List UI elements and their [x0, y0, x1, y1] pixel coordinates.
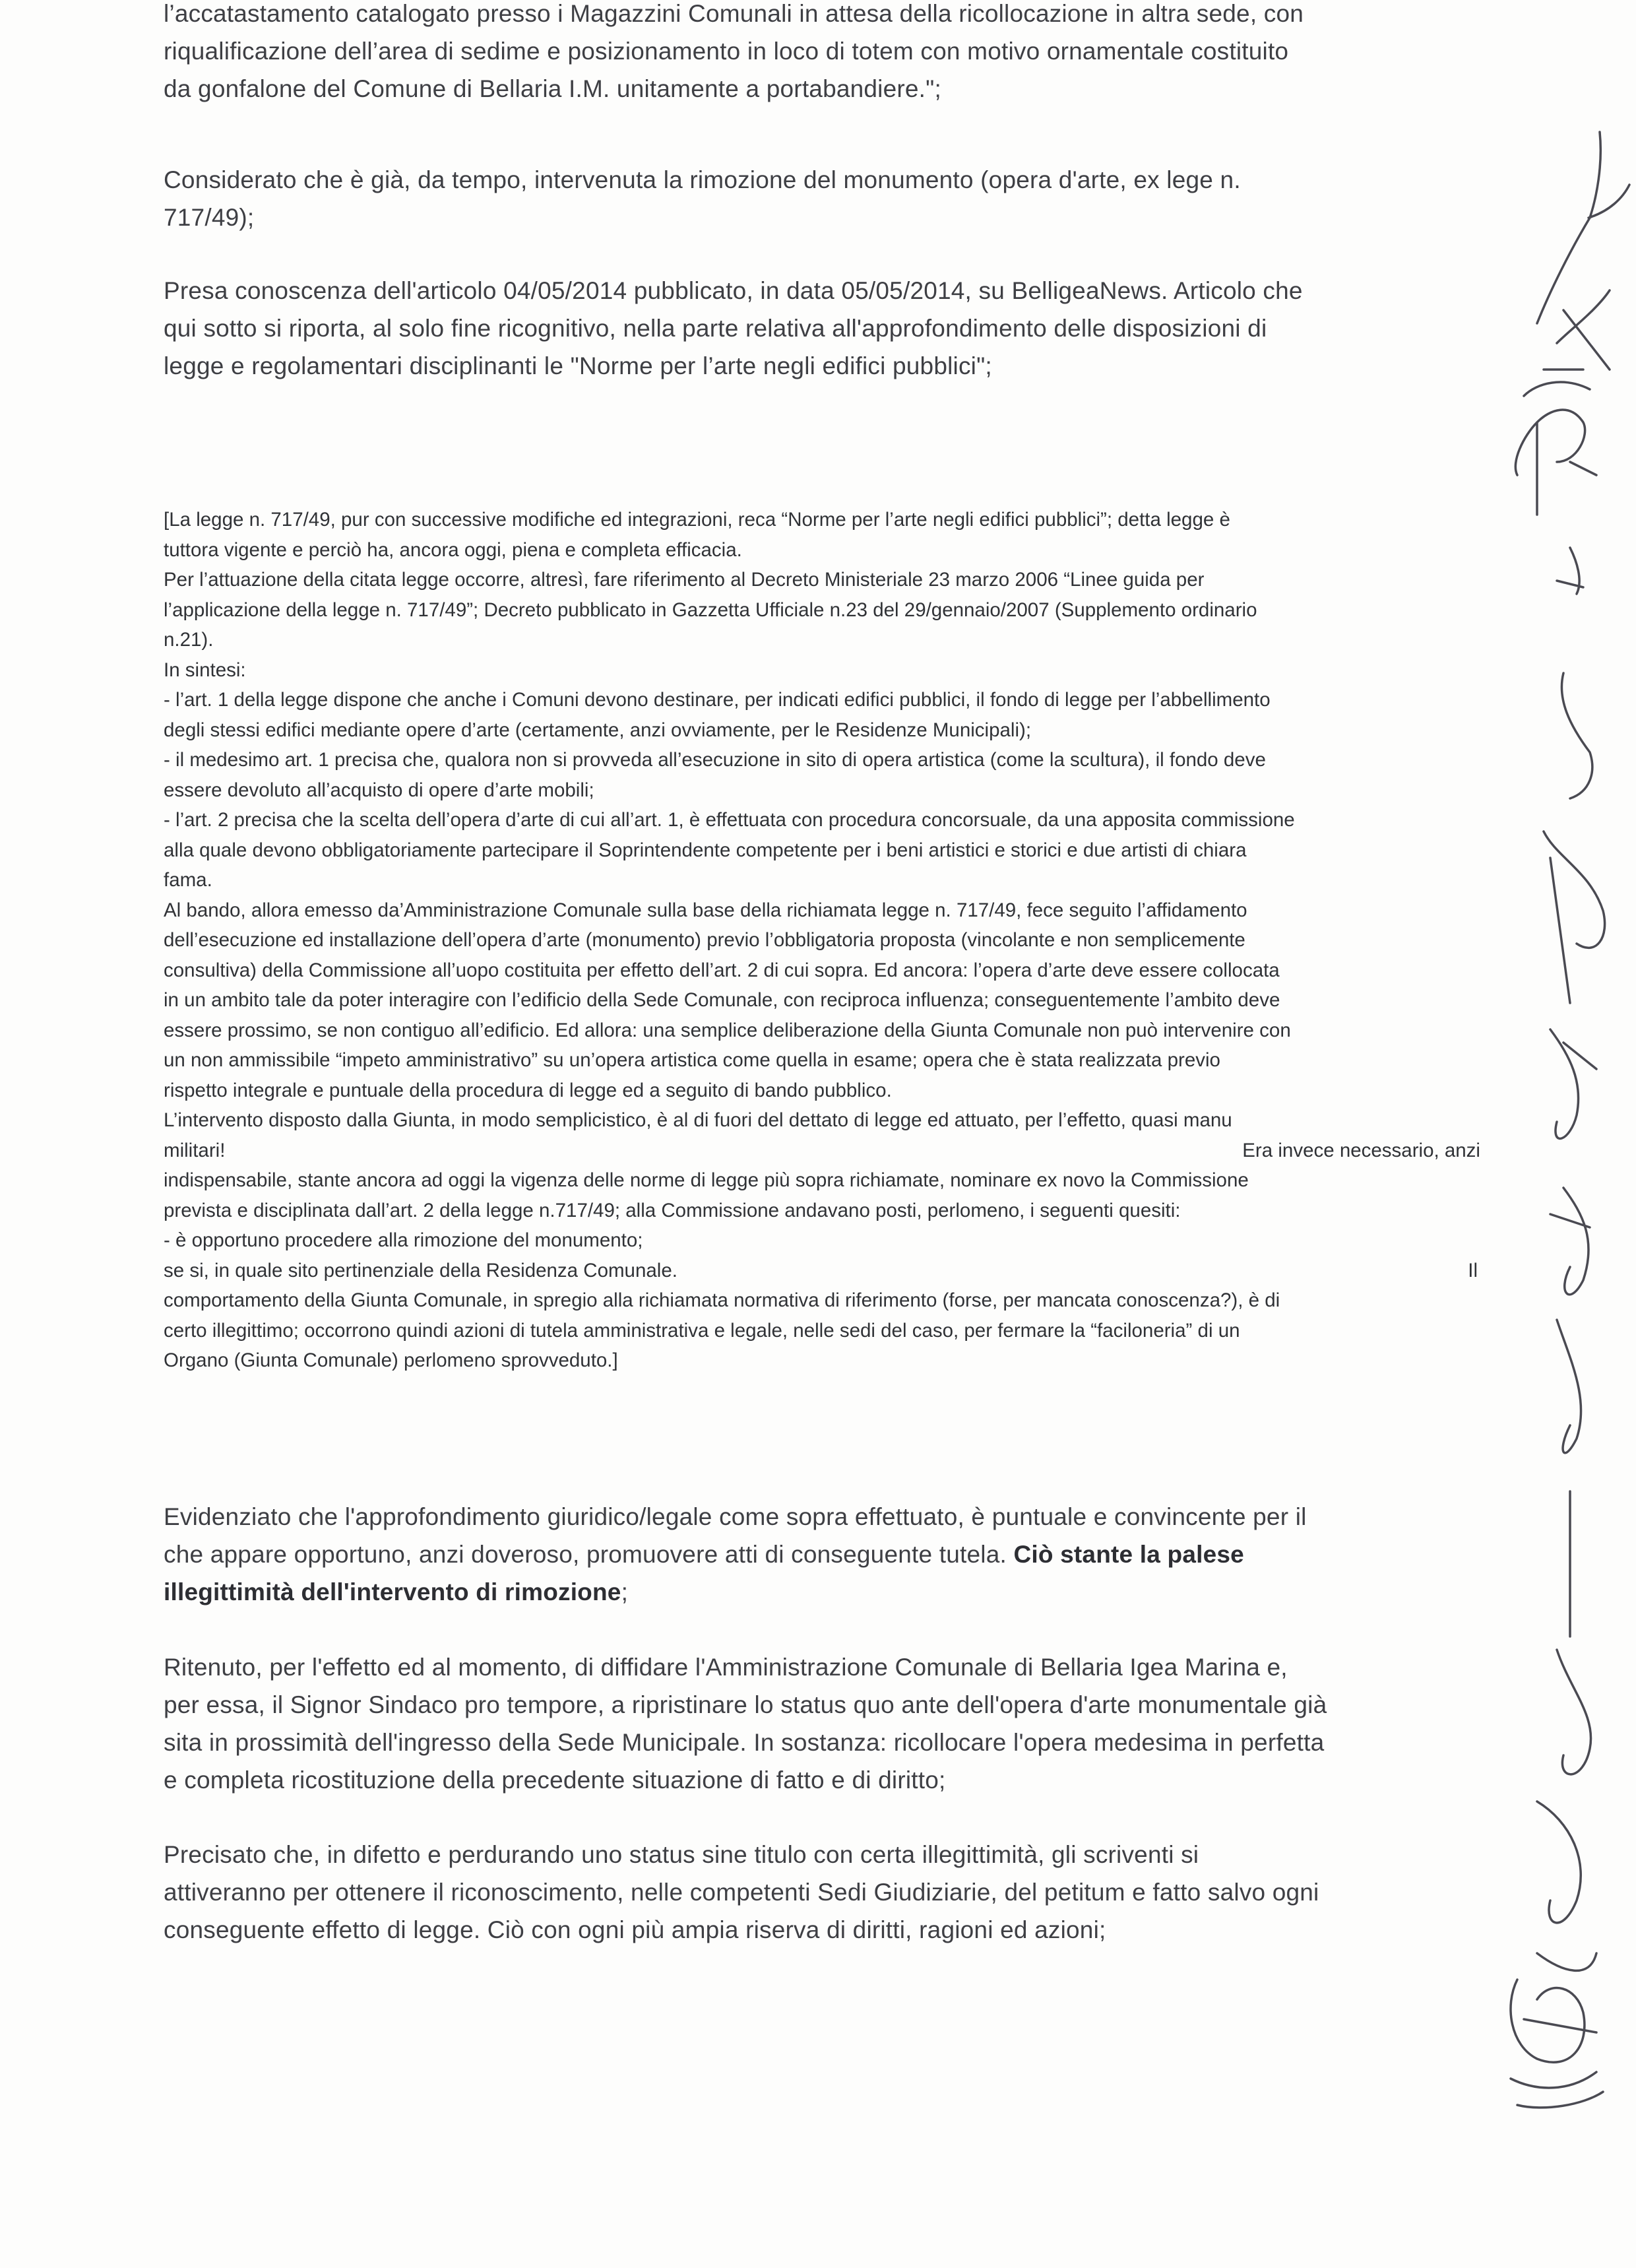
quote-line-left: se si, in quale sito pertinenziale della Residenza Comunale. — [164, 1259, 677, 1281]
text-line: l’accatastamento catalogato presso i Magazzini Comunali in attesa della ricollocazione in altra sede, con — [164, 0, 1304, 27]
text-bold: Ciò stante la palese — [1013, 1541, 1244, 1568]
text-line — [164, 1536, 1307, 1573]
evidenziato-paragraph — [164, 1498, 1307, 1611]
signature-stroke — [1550, 1188, 1590, 1295]
precisato-paragraph — [164, 1836, 1319, 1949]
margin-signatures — [1438, 0, 1636, 2268]
text-line: Ritenuto, per l'effetto ed al momento, di diffidare l'Amministrazione Comunale di Bellaria Igea Marina e, — [164, 1654, 1288, 1681]
signature-stroke — [1557, 290, 1610, 370]
quote-line: [La legge n. 717/49, pur con successive modifiche ed integrazioni, reca “Norme per l’arte negli edifici pubblici”; detta legge è — [164, 509, 1230, 531]
text-line: 717/49); — [164, 204, 255, 231]
quote-line: un non ammissibile “impeto amministrativo” su un’opera artistica come quella in esame; opera che è stata realizzata previo — [164, 1049, 1220, 1071]
quote-line-right: Era invece necessario, anzi — [1242, 1139, 1480, 1161]
quote-line: tuttora vigente e perciò ha, ancora oggi, piena e completa efficacia. — [164, 538, 742, 561]
text-bold: illegittimità dell'intervento di rimozione — [164, 1578, 621, 1605]
text-line: Presa conoscenza dell'articolo 04/05/2014 pubblicato, in data 05/05/2014, su BelligeaNews. Articolo che — [164, 277, 1303, 304]
quote-line: - il medesimo art. 1 precisa che, qualora non si provveda all’esecuzione in sito di opera artistica (come la scultura), il fondo deve — [164, 749, 1266, 771]
quote-line: n.21). — [164, 629, 214, 651]
signature-stroke — [1544, 831, 1605, 1003]
quote-line: prevista e disciplinata dall’art. 2 della legge n.717/49; alla Commissione andavano posti, perlomeno, i seguenti quesiti: — [164, 1199, 1181, 1221]
text-line: per essa, il Signor Sindaco pro tempore, a ripristinare lo status quo ante dell'opera d'arte monumentale già — [164, 1691, 1327, 1718]
text-line: qui sotto si riporta, al solo fine ricognitivo, nella parte relativa all'approfondimento delle disposizioni di — [164, 315, 1267, 342]
quote-line: certo illegittimo; occorrono quindi azioni di tutela amministrativa e legale, nelle sedi del caso, per fermare la “faciloneria” di un — [164, 1319, 1240, 1342]
signature-stroke — [1524, 370, 1590, 396]
quote-line: dell’esecuzione ed installazione dell’opera d’arte (monumento) previo l’obbligatoria proposta (vincolante e non semplicemente — [164, 929, 1245, 951]
quoted-article — [164, 505, 1480, 1376]
quote-line-right: Il — [1468, 1259, 1478, 1281]
text-line: conseguente effetto di legge. Ciò con ogni più ampia riserva di diritti, ragioni ed azioni; — [164, 1916, 1106, 1943]
signature-stroke — [1557, 1491, 1591, 1774]
quote-line: consultiva) della Commissione all’uopo costituita per effetto dell’art. 2 di cui sopra. Ed ancora: l’opera d’arte deve essere collocata — [164, 959, 1280, 981]
text-line: Precisato che, in difetto e perdurando uno status sine titulo con certa illegittimità, gli scriventi si — [164, 1841, 1199, 1868]
considerato-paragraph — [164, 161, 1241, 236]
signature-stroke — [1537, 1801, 1596, 1970]
signature-stroke — [1557, 548, 1583, 594]
text-line: Considerato che è già, da tempo, intervenuta la rimozione del monumento (opera d'arte, ex lege n. — [164, 166, 1241, 193]
quote-line: Per l’attuazione della citata legge occorre, altresì, fare riferimento al Decreto Ministeriale 23 marzo 2006 “Linee guida per — [164, 569, 1205, 591]
signature-stroke — [1515, 410, 1596, 515]
quote-line: - l’art. 2 precisa che la scelta dell’opera d’arte di cui all’art. 1, è effettuata con procedura concorsuale, da una apposita commissione — [164, 809, 1295, 831]
text-normal: ; — [621, 1578, 629, 1605]
quote-line: L’intervento disposto dalla Giunta, in modo semplicistico, è al di fuori del dettato di legge ed attuato, per l’effetto, quasi manu — [164, 1109, 1232, 1131]
quote-line: Organo (Giunta Comunale) perlomeno sprovveduto.] — [164, 1349, 618, 1371]
quote-line — [164, 1256, 1480, 1286]
text-line — [164, 1573, 1307, 1611]
text-line: legge e regolamentari disciplinanti le "Norme per l’arte negli edifici pubblici"; — [164, 352, 992, 379]
quote-line-left: militari! — [164, 1139, 226, 1161]
text-line: attiveranno per ottenere il riconoscimento, nelle competenti Sedi Giudiziarie, del petitum e fatto salvo ogni — [164, 1879, 1319, 1906]
text-line: sita in prossimità dell'ingresso della Sede Municipale. In sostanza: ricollocare l'opera medesima in perfetta — [164, 1729, 1325, 1756]
quote-line: comportamento della Giunta Comunale, in spregio alla richiamata normativa di riferimento (forse, per mancata conoscenza?), è di — [164, 1289, 1280, 1311]
quote-line: l’applicazione della legge n. 717/49”; Decreto pubblicato in Gazzetta Ufficiale n.23 del 29/gennaio/2007 (Supplemento ordinario — [164, 599, 1257, 621]
ritenuto-paragraph — [164, 1648, 1327, 1799]
quote-line: - l’art. 1 della legge dispone che anche i Comuni devono destinare, per indicati edifici pubblici, il fondo di legge per l’abbellimento — [164, 689, 1271, 711]
quote-line: degli stessi edifici mediante opere d’arte (certamente, anzi ovviamente, per le Residenze Municipali); — [164, 719, 1032, 741]
text-line: da gonfalone del Comune di Bellaria I.M. unitamente a portabandiere."; — [164, 75, 941, 102]
signature-stroke — [1537, 132, 1629, 323]
text-normal: che appare opportuno, anzi doveroso, promuovere atti di conseguente tutela. — [164, 1541, 1014, 1568]
quote-line: essere prossimo, se non contiguo all’edificio. Ed allora: una semplice deliberazione della Giunta Comunale non può intervenire con — [164, 1019, 1291, 1041]
quote-line: indispensabile, stante ancora ad oggi la vigenza delle norme di legge più sopra richiamate, nominare ex novo la Commissione — [164, 1169, 1249, 1191]
signature-stroke — [1561, 673, 1592, 798]
quote-line: alla quale devono obbligatoriamente partecipare il Soprintendente competente per i beni artistici e storici e due artisti di chiara — [164, 839, 1247, 861]
quote-line: essere devoluto all’acquisto di opere d’arte mobili; — [164, 779, 594, 801]
intro-paragraph — [164, 0, 1304, 108]
signature-stroke — [1511, 1980, 1596, 2062]
quote-line: in un ambito tale da poter interagire con l’edificio della Sede Comunale, con reciproca influenza; conseguentemente l’ambito deve — [164, 989, 1280, 1011]
text-line: e completa ricostituzione della precedente situazione di fatto e di diritto; — [164, 1766, 946, 1794]
signature-stroke — [1557, 1320, 1581, 1453]
text-line: Evidenziato che l'approfondimento giuridico/legale come sopra effettuato, è puntuale e convincente per il — [164, 1503, 1307, 1530]
quote-line — [164, 1136, 1480, 1166]
text-line: riqualificazione dell’area di sedime e posizionamento in loco di totem con motivo ornamentale costituito — [164, 38, 1289, 65]
quote-line: - è opportuno procedere alla rimozione del monumento; — [164, 1229, 643, 1251]
presa-paragraph — [164, 272, 1303, 385]
signature-stroke — [1511, 2072, 1603, 2108]
quote-line: fama. — [164, 869, 212, 891]
quote-line: In sintesi: — [164, 659, 246, 681]
signature-stroke — [1550, 1029, 1596, 1138]
quote-line: Al bando, allora emesso da’Amministrazione Comunale sulla base della richiamata legge n. 717/49, fece seguito l’affidamento — [164, 899, 1247, 921]
quote-line: rispetto integrale e puntuale della procedura di legge ed a seguito di bando pubblico. — [164, 1079, 892, 1101]
